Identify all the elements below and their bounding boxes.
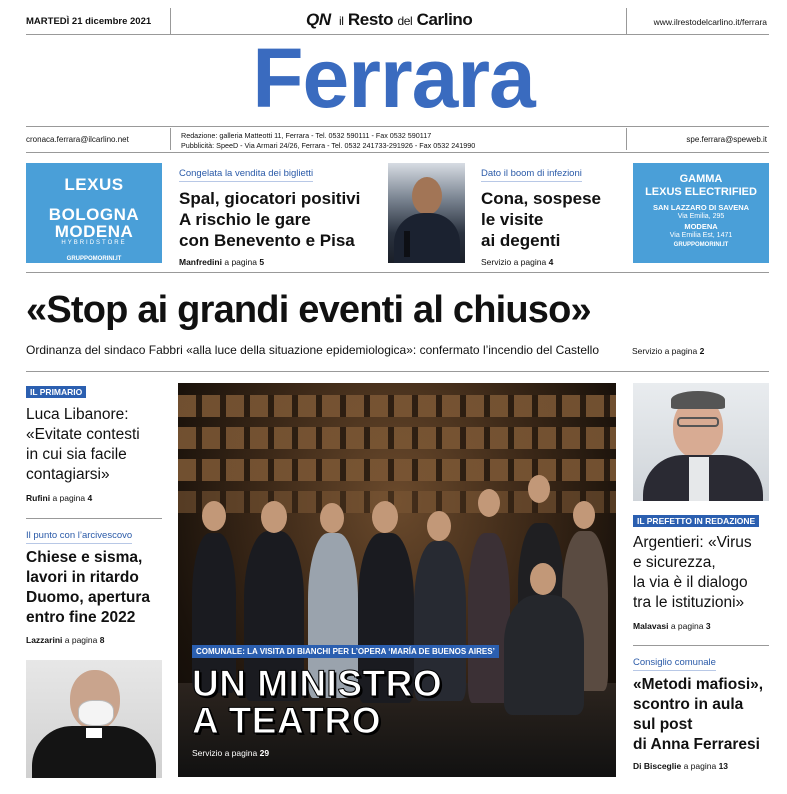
teaser-headline <box>481 188 626 251</box>
ad-line: Via Emilia, 295 <box>677 213 725 220</box>
story-headline <box>633 533 773 613</box>
logo-word-il: il <box>339 14 344 28</box>
ad-line: BOLOGNA <box>48 205 140 224</box>
byline-page-text: Servizio a pagina <box>192 748 258 758</box>
headline-line: scontro in aula <box>633 696 744 713</box>
ad-line: MODENA <box>54 222 134 241</box>
headline-line: A TEATRO <box>192 700 381 741</box>
story-byline <box>26 635 166 645</box>
person-head <box>573 501 595 529</box>
masthead-title: Ferrara <box>252 31 535 125</box>
headline-line: Duomo, apertura <box>26 589 151 606</box>
story-byline <box>633 621 773 631</box>
lead-subtitle: Ordinanza del sindaco Fabbri «alla luce della situazione epidemiologica»: confermato l’incendio del Castello <box>26 343 600 357</box>
byline-page: 29 <box>259 748 270 758</box>
divider <box>26 126 769 127</box>
headline-line: e sicurezza, <box>633 554 716 571</box>
face-mask <box>78 700 114 726</box>
website-url[interactable]: www.ilrestodelcarlino.it/ferrara <box>653 17 767 27</box>
person-kneeling <box>504 595 584 715</box>
logo-word-resto: Resto <box>347 10 394 29</box>
story-tag: IL PRIMARIO <box>26 386 86 398</box>
story-primario[interactable] <box>26 382 166 503</box>
byline-page-text: a pagina <box>52 493 86 503</box>
headline-line: «Metodi mafiosi», <box>633 676 764 693</box>
redazione-line: Redazione: galleria Matteotti 11, Ferrara - Tel. 0532 590111 - Fax 0532 590117 <box>181 131 432 140</box>
headline-line: UN MINISTRO <box>192 663 443 704</box>
headline-line: Spal, giocatori positivi <box>179 189 361 208</box>
story-byline <box>26 493 166 503</box>
person-head <box>427 511 451 541</box>
person-head <box>202 501 226 531</box>
ad-line: MODENA <box>684 222 718 231</box>
teaser-byline <box>179 257 384 267</box>
ad-line: Via Emilia Est, 1471 <box>669 232 733 239</box>
person-head <box>528 475 550 503</box>
headline-line: sul post <box>633 716 693 733</box>
byline-author: Di Bisceglie <box>633 761 682 771</box>
byline-page-text: a pagina <box>64 635 98 645</box>
qn-logo-mark: QN <box>306 10 331 29</box>
headline-line: con Benevento e Pisa <box>179 231 355 250</box>
divider <box>26 518 162 519</box>
teaser-byline <box>481 257 626 267</box>
story-consiglio[interactable] <box>633 652 773 771</box>
headline-line: contagiarsi» <box>26 466 110 483</box>
byline-page-text: a pagina <box>683 761 717 771</box>
divider <box>26 272 769 273</box>
pubblicita-line: Pubblicità: SpeeD - Via Armari 24/26, Ferrara - Tel. 0532 241733-291926 - Fax 0532 241990 <box>181 141 476 150</box>
headline-line: ai degenti <box>481 231 561 250</box>
byline-page-text: a pagina <box>224 257 257 267</box>
byline-page-text: Servizio a pagina <box>632 346 698 356</box>
ad-line: GRUPPOMORINI.IT <box>66 256 122 262</box>
archbishop-photo[interactable] <box>26 660 162 778</box>
ad-line: GRUPPOMORINI.IT <box>673 242 729 248</box>
photo-head <box>412 177 442 215</box>
headline-line: tra le istituzioni» <box>633 594 745 611</box>
headline-line: entro fine 2022 <box>26 609 136 626</box>
story-prefetto[interactable] <box>633 511 773 631</box>
teaser-spal[interactable] <box>179 163 384 267</box>
teaser-kicker: Congelata la vendita dei biglietti <box>179 168 313 182</box>
story-kicker: Consiglio comunale <box>633 657 716 671</box>
divider <box>26 152 769 153</box>
divider <box>26 371 769 372</box>
byline-page: 4 <box>87 493 93 503</box>
teaser-cona[interactable] <box>481 163 626 267</box>
byline-page: 3 <box>705 621 711 631</box>
lead-byline <box>632 346 704 356</box>
hero-headline <box>192 665 442 739</box>
person-head <box>372 501 398 533</box>
headline-line: A rischio le gare <box>179 210 311 229</box>
hero-kicker: COMUNALE: LA VISITA DI BIANCHI PER L’OPERA ‘MARÍA DE BUENOS AIRES’ <box>192 645 499 658</box>
ad-line: LEXUS <box>64 175 124 194</box>
headline-line: le visite <box>481 210 544 229</box>
byline-page: 8 <box>99 635 105 645</box>
byline-page: 2 <box>699 346 705 356</box>
hero-byline <box>192 748 269 758</box>
teaser-headline <box>179 188 384 251</box>
ad-line: HYBRIDSTORE <box>61 240 127 246</box>
byline-author: Malavasi <box>633 621 669 631</box>
headline-line: Chiese e sisma, <box>26 549 143 566</box>
story-byline <box>633 761 773 771</box>
hair <box>671 391 725 409</box>
prefect-photo[interactable] <box>633 383 769 501</box>
byline-author: Rufini <box>26 493 51 503</box>
microphone <box>404 231 410 257</box>
story-headline <box>26 548 166 628</box>
logo-word-carlino: Carlino <box>416 10 473 29</box>
shirt <box>689 457 709 501</box>
byline-page: 13 <box>718 761 729 771</box>
theatre-boxes <box>178 427 616 449</box>
headline-line: di Anna Ferraresi <box>633 736 760 753</box>
theatre-boxes <box>178 395 616 417</box>
story-headline <box>26 405 166 485</box>
spal-coach-photo[interactable] <box>388 163 465 263</box>
person-head <box>320 503 344 533</box>
clerical-collar <box>86 728 102 738</box>
lexus-ad-right[interactable] <box>633 163 769 263</box>
story-tag: IL PREFETTO IN REDAZIONE <box>633 515 759 527</box>
headline-line: la via è il dialogo <box>633 574 748 591</box>
headline-line: Argentieri: «Virus <box>633 534 752 551</box>
headline-line: lavori in ritardo <box>26 569 139 586</box>
newspaper-logo[interactable] <box>306 10 472 30</box>
ad-line: SAN LAZZARO DI SAVENA <box>652 203 750 212</box>
lead-headline[interactable]: «Stop ai grandi eventi al chiuso» <box>26 289 591 331</box>
byline-author: Manfredini <box>179 257 222 267</box>
logo-word-del: del <box>397 14 413 28</box>
divider <box>633 645 769 646</box>
newsroom-address <box>181 131 475 151</box>
byline-author: Lazzarini <box>26 635 63 645</box>
headline-line: «Evitate contesti <box>26 426 140 443</box>
divider <box>170 128 171 150</box>
divider <box>626 128 627 150</box>
theatre-boxes <box>178 491 616 513</box>
ad-line: GAMMA <box>679 173 723 185</box>
person-head <box>261 501 287 533</box>
byline-page: 5 <box>259 257 265 267</box>
newsroom-email[interactable]: cronaca.ferrara@ilcarlino.net <box>26 135 129 144</box>
story-headline <box>633 675 773 755</box>
headline-line: Luca Libanore: <box>26 406 129 423</box>
story-arcivescovo[interactable] <box>26 525 166 645</box>
edition-date: MARTEDÌ 21 dicembre 2021 <box>26 16 152 27</box>
headline-line: in cui sia facile <box>26 446 127 463</box>
hero-photo-theatre[interactable] <box>178 383 616 777</box>
advertising-email[interactable]: spe.ferrara@speweb.it <box>686 135 767 144</box>
headline-line: Cona, sospese <box>481 189 601 208</box>
story-kicker: Il punto con l’arcivescovo <box>26 530 132 544</box>
glasses <box>677 417 719 427</box>
lexus-ad-left[interactable] <box>26 163 162 263</box>
byline-page: 4 <box>548 257 554 267</box>
byline-page-text: a pagina <box>670 621 704 631</box>
person-head <box>530 563 556 595</box>
person-head <box>478 489 500 517</box>
ad-line: LEXUS ELECTRIFIED <box>645 186 757 198</box>
theatre-boxes <box>178 459 616 481</box>
byline-page-text: Servizio a pagina <box>481 257 547 267</box>
teaser-kicker: Dato il boom di infezioni <box>481 168 582 182</box>
